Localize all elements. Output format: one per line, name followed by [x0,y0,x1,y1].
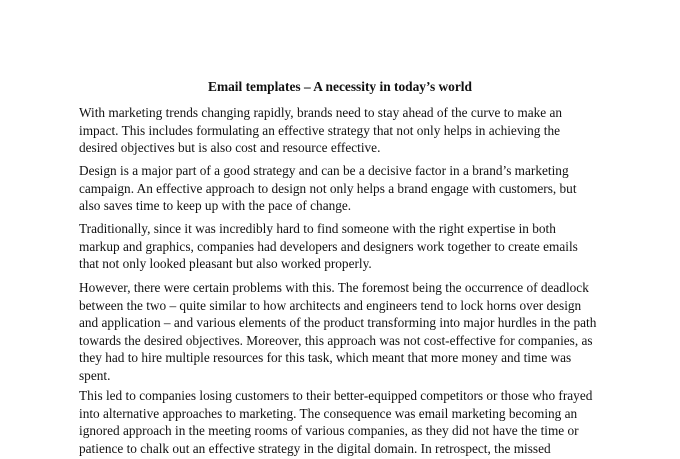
paragraph-line: Design is a major part of a good strategy and can be a decisive factor in a brand’s marketing [79,163,569,178]
paragraph-line: This led to companies losing customers to their better-equipped competitors or those who frayed [79,388,593,403]
paragraph-line: they had to hire multiple resources for this task, which meant that more money and time was [79,350,572,365]
paragraph-line: between the two – quite similar to how architects and engineers tend to lock horns over design [79,297,582,313]
document-title: Email templates – A necessity in today’s world [208,79,472,94]
paragraph-line: impact. This includes formulating an effective strategy that not only helps in achieving the [79,122,561,138]
paragraph-line: With marketing trends changing rapidly, brands need to stay ahead of the curve to make an [79,105,563,120]
paragraph-line: towards the desired objectives. Moreover, this approach was not cost-effective for companies, as [79,332,593,348]
paragraph-line: markup and graphics, companies had developers and designers work together to create emails [79,238,578,254]
paragraph-1 [79,104,619,157]
paragraph-4 [79,279,619,384]
paragraph-line: ignored approach in the meeting rooms of various companies, as they did not have the time or [79,423,579,438]
paragraph-2 [79,162,619,215]
paragraph-line: patience to chalk out an effective strategy in the digital domain. In retrospect, the missed [79,440,551,456]
paragraph-line: also saves time to keep up with the pace of change. [79,198,352,213]
paragraph-line: into alternative approaches to marketing. The consequence was email marketing becoming an [79,405,578,421]
paragraph-line: Traditionally, since it was incredibly hard to find someone with the right expertise in both [79,221,556,236]
paragraph-3 [79,220,619,273]
paragraph-5 [79,387,619,457]
paragraph-line: desired objectives but is also cost and resource effective. [79,140,381,155]
paragraph-line: and application – and various elements of the product transforming into major hurdles in the path [79,315,597,330]
paragraph-line: campaign. An effective approach to design not only helps a brand engage with customers, but [79,180,577,196]
paragraph-line: spent. [79,367,111,383]
paragraph-line: However, there were certain problems with this. The foremost being the occurrence of deadlock [79,280,589,295]
paragraph-line: that not only looked pleasant but also worked properly. [79,256,372,271]
